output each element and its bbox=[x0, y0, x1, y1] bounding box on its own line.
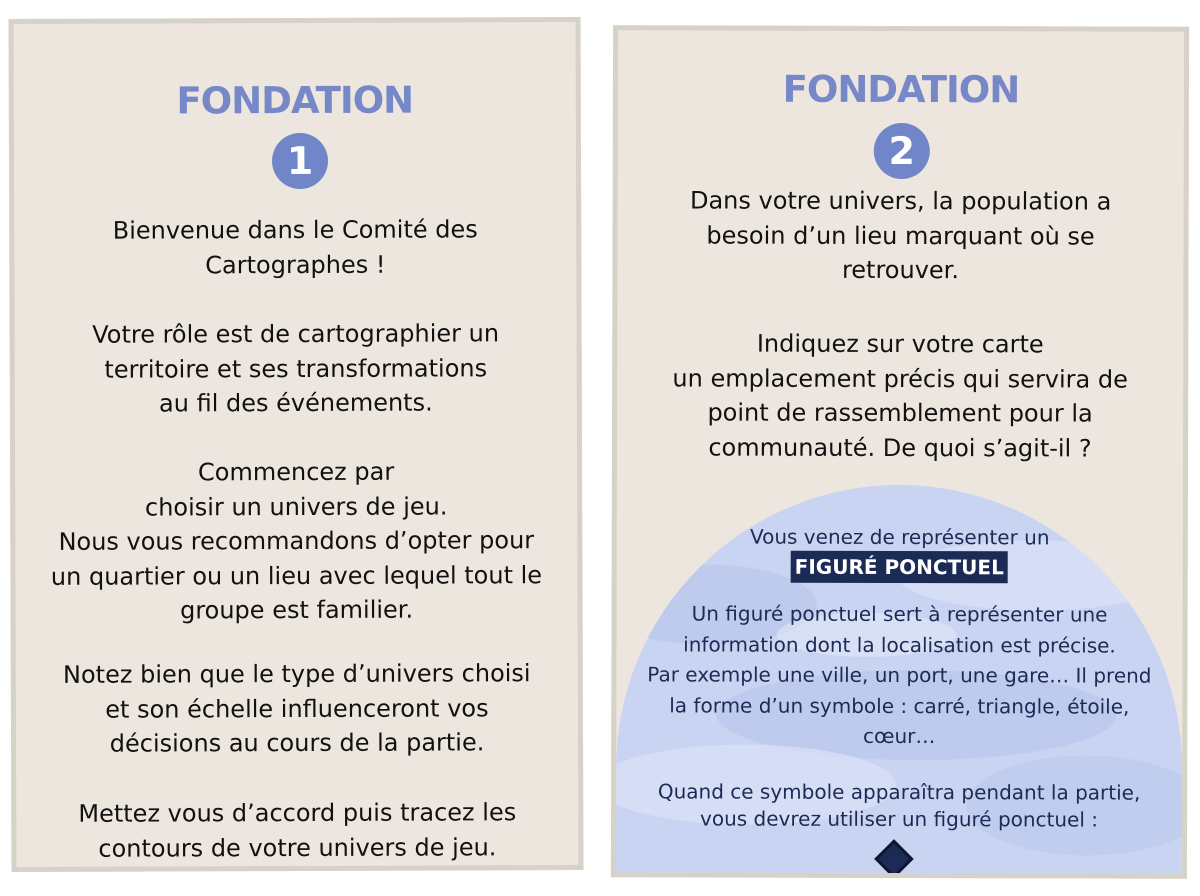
welcome-paragraph: Bienvenue dans le Comité des Cartographes ! bbox=[112, 215, 478, 279]
info-instruction: Quand ce symbole apparaîtra pendant la partie, vous devrez utiliser un figuré ponctuel : bbox=[657, 779, 1141, 832]
card-title: FONDATION bbox=[176, 78, 414, 123]
card-title: FONDATION bbox=[782, 67, 1020, 112]
universe-choice-paragraph: Commencez par choisir un univers de jeu. Nous vous recommandons d’opter pour un quartier ou un lieu avec lequel tout le groupe est familier. bbox=[50, 457, 543, 625]
foundation-card-2 bbox=[611, 25, 1189, 879]
role-paragraph: Votre rôle est de cartographier un territoire et ses transformations au fil des événements. bbox=[92, 319, 500, 418]
info-panel bbox=[616, 484, 1183, 878]
figure-type-label: FIGURÉ PONCTUEL bbox=[791, 551, 1008, 584]
step-number-badge: 1 bbox=[272, 133, 328, 189]
instruction-paragraph: Mettez vous d’accord puis tracez les contours de votre univers de jeu. bbox=[78, 798, 517, 863]
info-intro: Vous venez de représenter un bbox=[749, 524, 1050, 550]
info-description: Un figuré ponctuel sert à représenter une information dont la localisation est précise. Par exemple une ville, un port, une gare… Il prend la forme d’un symbole : carré, triangle, étoile, cœur… bbox=[647, 601, 1152, 749]
location-paragraph: Indiquez sur votre carte un emplacement précis qui servira de point de rassemblement pour la communauté. De quoi s’agit-il ? bbox=[672, 329, 1128, 463]
foundation-card-1 bbox=[9, 17, 584, 872]
population-paragraph: Dans votre univers, la population a besoin d’un lieu marquant où se retrouver. bbox=[689, 186, 1112, 285]
scale-note-paragraph: Notez bien que le type d’univers choisi et son échelle influenceront vos décisions au cours de la partie. bbox=[62, 659, 531, 758]
step-number-badge: 2 bbox=[874, 123, 930, 179]
